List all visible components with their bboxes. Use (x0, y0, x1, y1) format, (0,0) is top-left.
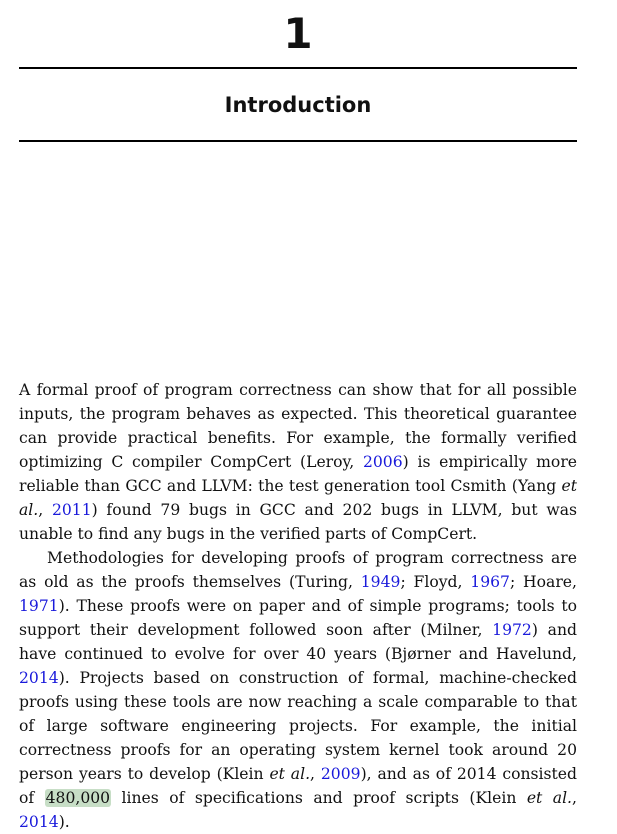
text-segment: , (310, 765, 321, 783)
citation-link[interactable]: 2014 (19, 813, 59, 831)
text-segment: ; Hoare, (509, 573, 577, 591)
citation-link[interactable]: 1967 (470, 573, 510, 591)
citation-link[interactable]: 1971 (19, 597, 59, 615)
text-segment: A formal proof of program correctness can show that for all possible inputs, the program behaves as expected. This theoretical guarantee can provide practical benefits. For example, the formally verified optimizing C compiler CompCert (Leroy, (19, 381, 577, 471)
text-segment: , (38, 501, 52, 519)
text-segment: Methodologies for developing proofs of program correctness are as old as the proofs themselves (Turing, (19, 549, 577, 591)
text-segment: lines of specifications and proof scripts (Klein (111, 789, 527, 807)
text-segment: ), and as of 2014 consisted of (19, 765, 577, 807)
citation-link[interactable]: 2014 (19, 669, 59, 687)
highlighted-number[interactable]: 480,000 (45, 789, 111, 807)
paragraph-2 (19, 546, 577, 834)
citation-link[interactable]: 2011 (51, 501, 92, 519)
text-segment: ) and have continued to evolve for over 40 years (Bjørner and Havelund, (19, 621, 577, 663)
text-segment: , (572, 789, 577, 807)
citation-link[interactable]: 1949 (360, 573, 401, 591)
et-al: et al. (526, 789, 573, 807)
citation-link[interactable]: 1972 (492, 621, 532, 639)
et-al: et al. (19, 477, 577, 519)
chapter-rule-top (19, 67, 577, 69)
et-al: et al. (269, 765, 311, 783)
body-text (19, 378, 577, 834)
text-segment: ). These proofs were on paper and of simple programs; tools to support their development followed soon after (Milner, (19, 597, 577, 639)
text-segment: ) found 79 bugs in GCC and 202 bugs in LLVM, but was unable to find any bugs in the verified parts of CompCert. (19, 501, 577, 543)
text-segment: ; Floyd, (400, 573, 471, 591)
citation-link[interactable]: 2009 (320, 765, 361, 783)
citation-link[interactable]: 2006 (362, 453, 403, 471)
chapter-title: Introduction (224, 93, 372, 117)
text-segment: ). (58, 813, 70, 831)
chapter-rule-bottom (19, 140, 577, 142)
chapter-number: 1 (283, 9, 313, 58)
text-segment: ) is empirically more reliable than GCC and LLVM: the test generation tool Csmith (Yang (19, 453, 578, 495)
paragraph-1 (19, 378, 577, 546)
text-segment: ). Projects based on construction of formal, machine-checked proofs using these tools are now reaching a scale comparable to that of large software engineering projects. For example, the initial correctness proofs for an operating system kernel took around 20 person years to develop (Klein (19, 669, 577, 783)
